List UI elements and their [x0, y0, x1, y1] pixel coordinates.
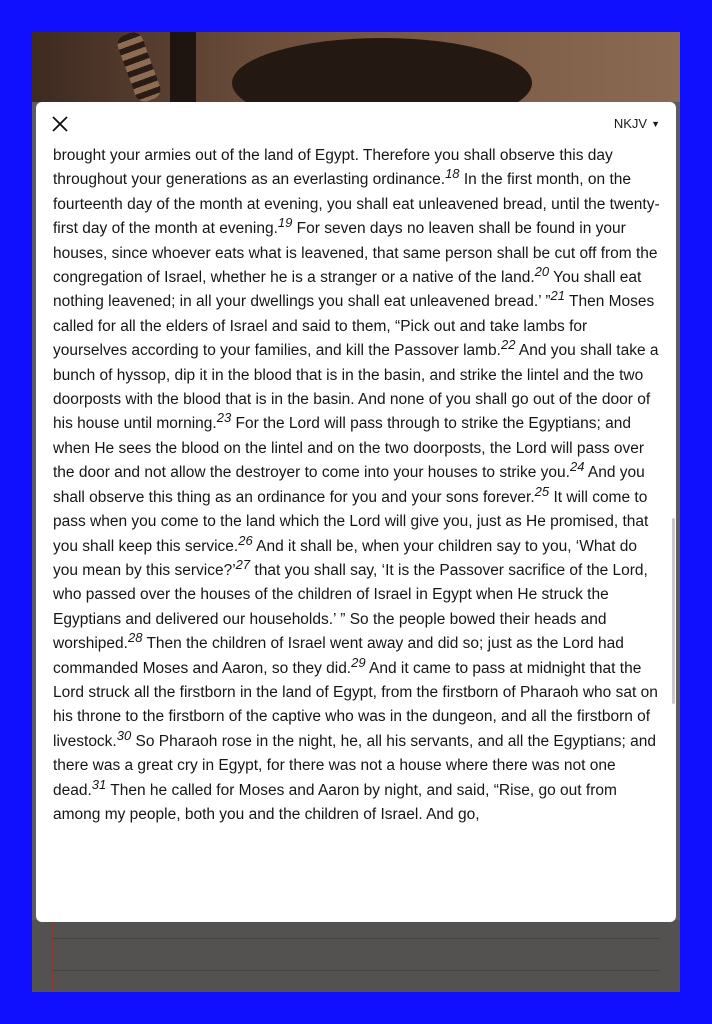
close-button[interactable]: [50, 114, 70, 134]
header-image: [32, 32, 680, 102]
verse-text: And you shall observe this thing as an ordinance for you and your sons forever.: [53, 464, 645, 506]
verse-text: So Pharaoh rose in the night, he, all his servants, and all the Egyptians; and there was a great cry in Egypt, for there was not a house where there was not one dead.: [53, 732, 656, 799]
verse-text: And it shall be, when your children say to you, ‘What do you mean by this service?’: [53, 537, 637, 579]
caret-down-icon: ▼: [651, 118, 660, 129]
verse-number: 28: [127, 629, 143, 645]
verse-number: 21: [550, 288, 565, 304]
scrollbar-thumb[interactable]: [672, 518, 675, 704]
verse-number: 19: [277, 215, 293, 231]
scripture-modal: [36, 102, 676, 922]
verse-number: 26: [238, 532, 253, 548]
verse-text: In the first month, on the fourteenth day of the month at evening, you shall eat unleavened bread, until the twenty-first day of the month at evening.: [53, 171, 660, 238]
verse-text: brought your armies out of the land of Egypt. Therefore you shall observe this day throughout your generations as an everlasting ordinance.: [53, 147, 613, 189]
chain-graphic: [115, 32, 163, 104]
verse-number: 31: [91, 776, 107, 792]
verse-text: that you shall say, ‘It is the Passover sacrifice of the Lord, who passed over the houses of the children of Israel in Egypt when He struck the Egyptians and delivered our households.’ ” So the people bowed their heads and worshiped.: [53, 561, 648, 653]
version-selector[interactable]: [614, 116, 660, 131]
version-label: NKJV: [613, 116, 648, 131]
verse-text: You shall eat nothing leavened; in all your dwellings you shall eat unleavened bread.’ ”: [53, 269, 642, 311]
background-footer: [32, 920, 680, 992]
passage-paragraph: [53, 144, 663, 827]
verse-text: And it came to pass at midnight that the Lord struck all the firstborn in the land of Egypt, from the firstborn of Pharaoh who sat on his throne to the firstborn of the captive who was in the dungeon, and all the firstborn of livestock.: [53, 659, 658, 750]
verse-number: 29: [351, 654, 366, 670]
verse-number: 20: [534, 263, 550, 279]
verse-number: 24: [569, 459, 585, 475]
verse-text: And you shall take a bunch of hyssop, dip it in the blood that is in the basin, and strike the lintel and the two doorposts with the blood that is in the basin. And none of you shall go out of the door of his house until morning.: [53, 342, 659, 433]
verse-text: For seven days no leaven shall be found in your houses, since whoever eats what is leavened, that same person shall be cut off from the congregation of Israel, whether he is a stranger or a native of the land.: [53, 220, 658, 287]
verse-text: For the Lord will pass through to strike the Egyptians; and when He sees the blood on the lintel and on the two doorposts, the Lord will pass over the door and not allow the destroyer to come into your houses to strike you.: [53, 415, 645, 482]
verse-number: 30: [116, 727, 132, 743]
verse-text: Then the children of Israel went away and did so; just as the Lord had commanded Moses and Aaron, so they did.: [53, 635, 624, 677]
verse-number: 18: [445, 166, 460, 182]
verse-text: Then he called for Moses and Aaron by night, and said, “Rise, go out from among my people, both you and the children of Israel. And go,: [53, 781, 617, 823]
verse-number: 23: [216, 410, 232, 426]
scripture-text: [53, 144, 663, 922]
verse-number: 25: [534, 483, 550, 499]
verse-number: 22: [500, 337, 516, 353]
verse-number: 27: [235, 556, 251, 572]
post-graphic: [170, 32, 196, 102]
verse-text: Then Moses called for all the elders of Israel and said to them, “Pick out and take lambs for yourselves according to your families, and kill the Passover lamb.: [53, 293, 655, 360]
close-icon: [50, 114, 70, 134]
verse-text: It will come to pass when you come to the land which the Lord will give you, just as He promised, that you shall keep this service.: [53, 488, 649, 555]
